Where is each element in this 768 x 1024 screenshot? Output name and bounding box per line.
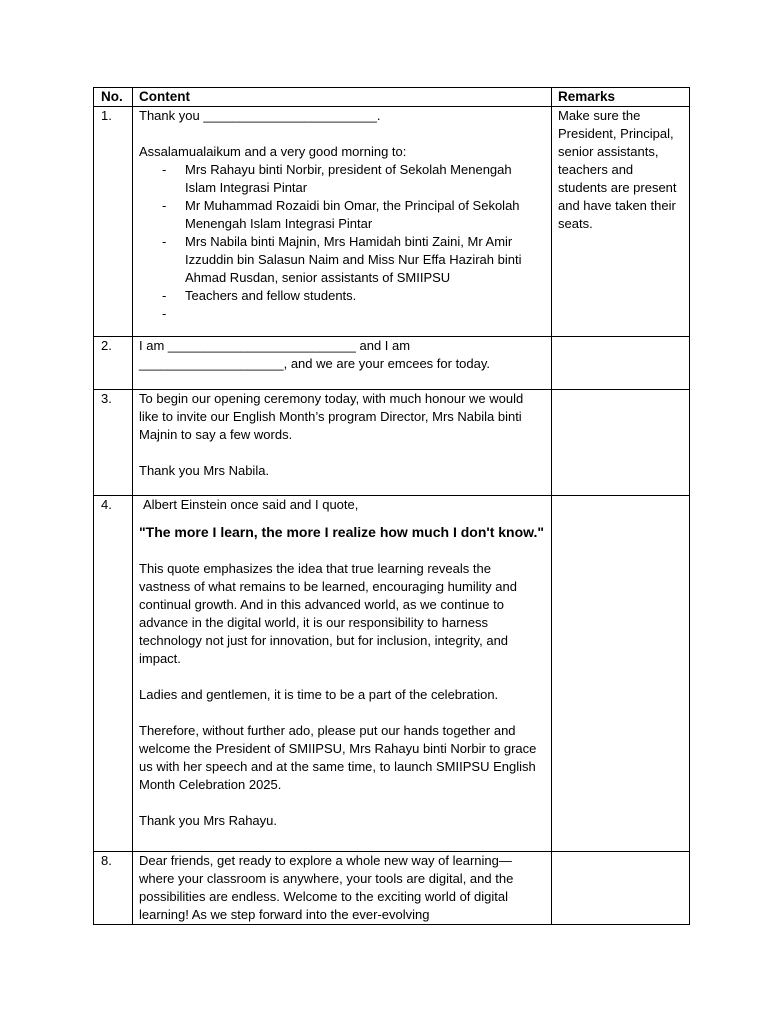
row-number: 8. [94, 852, 133, 925]
row-content [133, 337, 552, 390]
thanks-line: Thank you Mrs Nabila. [139, 463, 270, 478]
row-number: 2. [94, 337, 133, 390]
table-row [94, 852, 690, 925]
row-number: 4. [94, 496, 133, 852]
row-number: 1. [94, 107, 133, 337]
list-item: - Mrs Rahayu binti Norbir, president of Sekolah Menengah Islam Integrasi Pintar [185, 161, 545, 197]
row-remarks: Make sure the President, Principal, senior assistants, teachers and students are present and have taken their seats. [552, 107, 690, 337]
digital-learning-paragraph: Dear friends, get ready to explore a whole new way of learning—where your classroom is anywhere, your tools are digital, and the possibilities are endless. Welcome to the exciting world of digital learning! As we step forward into the ever-evolving [139, 853, 514, 922]
guest-list [139, 161, 545, 305]
header-content: Content [133, 88, 552, 107]
invitation-paragraph: To begin our opening ceremony today, with much honour we would like to invite our English Month’s program Director, Mrs Nabila binti Majnin to say a few words. [139, 391, 524, 442]
header-remarks: Remarks [552, 88, 690, 107]
einstein-quote: "The more I learn, the more I realize how much I don't know." [139, 524, 545, 540]
list-item: - Teachers and fellow students. [185, 287, 545, 305]
opening-line: Thank you ________________________. [139, 108, 381, 123]
row-remarks [552, 852, 690, 925]
quote-intro: Albert Einstein once said and I quote, [143, 497, 359, 512]
table-header-row [94, 88, 690, 107]
header-no: No. [94, 88, 133, 107]
table-row [94, 496, 690, 852]
row-content [133, 390, 552, 496]
row-remarks [552, 390, 690, 496]
table-row [94, 107, 690, 337]
row-content [133, 107, 552, 337]
row-number: 3. [94, 390, 133, 496]
row-content [133, 852, 552, 925]
table-row [94, 390, 690, 496]
celebration-line: Ladies and gentlemen, it is time to be a part of the celebration. [139, 687, 499, 702]
row-remarks [552, 337, 690, 390]
emcee-intro-line: I am __________________________ and I am ____________________, and we are your emcees for today. [139, 338, 491, 371]
quote-explanation: This quote emphasizes the idea that true learning reveals the vastness of what remains to be learned, encouraging humility and continual growth. And in this advanced world, as we continue to advance in the digital world, it is our responsibility to harness technology not just for innovation, but for inclusion, integrity, and impact. [139, 561, 517, 666]
emcee-script-table [93, 87, 690, 925]
list-item: - Mr Muhammad Rozaidi bin Omar, the Principal of Sekolah Menengah Islam Integrasi Pintar [185, 197, 545, 233]
thanks-line: Thank you Mrs Rahayu. [139, 813, 278, 828]
row-remarks [552, 496, 690, 852]
table-row [94, 337, 690, 390]
row-content [133, 496, 552, 852]
list-item: - Mrs Nabila binti Majnin, Mrs Hamidah binti Zaini, Mr Amir Izzuddin bin Salasun Naim and Miss Nur Effa Hazirah binti Ahmad Rusdan, senior assistants of SMIIPSU [185, 233, 545, 287]
welcome-president-paragraph: Therefore, without further ado, please put our hands together and welcome the President of SMIIPSU, Mrs Rahayu binti Norbir to grace us with her speech and at the same time, to launch SMIIPSU English Month Celebration 2025. [139, 723, 537, 792]
greeting-line: Assalamualaikum and a very good morning to: [139, 144, 407, 159]
